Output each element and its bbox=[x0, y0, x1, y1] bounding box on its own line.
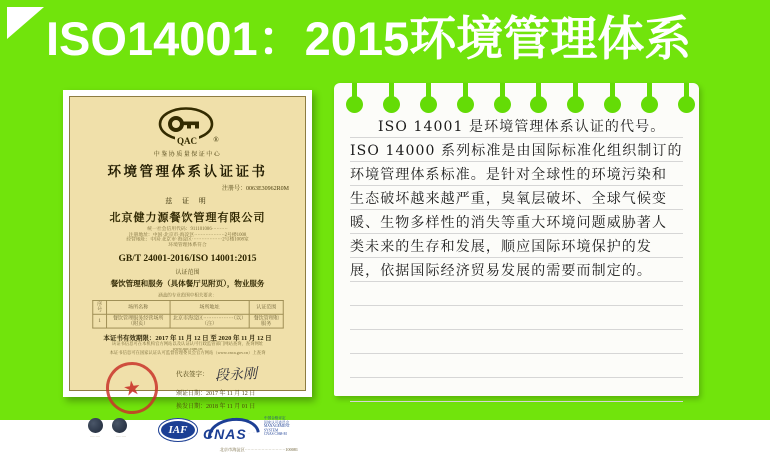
cert-scope-label: 认证范围 bbox=[175, 270, 200, 276]
cnas-logo-text: CNAS bbox=[203, 425, 247, 442]
cert-company-name: 北京健力源餐饮管理有限公司 bbox=[109, 212, 266, 224]
cert-reissue-date: 换发日期：2018 年 11 月 01 日 bbox=[176, 403, 256, 410]
cert-sites-table bbox=[92, 300, 283, 329]
cert-registration-number: 注册号：0063E30962R0M bbox=[221, 186, 289, 192]
text-line: 国家认可委员会 bbox=[264, 420, 290, 425]
table-header-cell: 场所名称 bbox=[106, 300, 169, 314]
pin-ball bbox=[641, 96, 658, 113]
text-line: 中国合格评定 bbox=[264, 416, 286, 421]
note-empty-line bbox=[350, 354, 683, 378]
table-cell: 餐饮管理服务经营场所（附页） bbox=[106, 314, 169, 328]
text-line: 统一社会信用代码：911101086·········· bbox=[147, 227, 228, 232]
cert-bottom-note: 北京市海淀区·····························100081 bbox=[219, 447, 298, 452]
cert-issue-date: 颁证日期：2017 年 11 月 12 日 bbox=[176, 390, 256, 397]
table-header-cell: 序号 bbox=[92, 300, 106, 314]
pin-ball bbox=[678, 96, 695, 113]
cnas-caption-text bbox=[264, 417, 293, 437]
note-empty-line bbox=[350, 378, 683, 402]
red-seal-stamp-icon bbox=[103, 358, 162, 417]
note-empty-line bbox=[350, 282, 683, 306]
text-line: MANAGEMENT SYSTEM bbox=[264, 424, 290, 432]
note-text-line: 暖、生物多样性的消失等重大环境问题威胁著人 bbox=[350, 210, 683, 234]
cert-table-note: 涵盖的专业范围中相关要求： bbox=[158, 293, 217, 298]
cert-sign-block bbox=[176, 364, 257, 410]
cert-certify-word: 兹 证 明 bbox=[165, 197, 210, 205]
emblem-caption: ········· bbox=[89, 435, 101, 439]
notepad-panel bbox=[334, 83, 699, 396]
pin-ball bbox=[457, 96, 474, 113]
text-line: 注册地址：中国·北京市·海淀区···················2号楼1008 bbox=[128, 232, 247, 237]
binder-pins-row bbox=[346, 83, 695, 114]
binder-pin-icon bbox=[420, 83, 437, 114]
note-text-line: 生态破坏越来越严重，臭氧层破坏、全球气候变 bbox=[350, 186, 683, 210]
certificate-panel bbox=[63, 90, 312, 452]
seal-star-icon: ★ bbox=[121, 375, 143, 401]
cert-signature-handwriting: 段永刚 bbox=[214, 365, 257, 384]
binder-pin-icon bbox=[383, 83, 400, 114]
cert-validity-period: 本证书有效期限：2017 年 11 月 12 日 至 2020 年 11 月 12 日 bbox=[103, 335, 272, 342]
binder-pin-icon bbox=[567, 83, 584, 114]
table-header-cell: 认证范围 bbox=[249, 300, 283, 314]
qac-key-logo-icon bbox=[70, 106, 305, 148]
cnas-logo-icon bbox=[203, 419, 261, 443]
note-text-line: ISO 14001 是环境管理体系认证的代号。 bbox=[350, 114, 683, 138]
note-empty-line bbox=[350, 306, 683, 330]
table-cell: 1 bbox=[92, 314, 106, 328]
note-text-line: 展，依据国际经济贸易发展的需要而制定的。 bbox=[350, 258, 683, 282]
emblem-caption: ········· bbox=[115, 435, 127, 439]
accreditation-emblem-icon bbox=[112, 418, 127, 433]
certificate-paper bbox=[69, 96, 306, 452]
text-line: 环境管理体系符合 bbox=[168, 242, 207, 248]
binder-pin-icon bbox=[604, 83, 621, 114]
page-title: ISO14001：2015环境管理体系 bbox=[46, 12, 692, 65]
pin-ball bbox=[346, 96, 363, 113]
binder-pin-icon bbox=[494, 83, 511, 114]
title-bar bbox=[0, 0, 770, 80]
note-text-line: 环境管理体系标准。是针对全球性的环境污染和 bbox=[350, 162, 683, 186]
binder-pin-icon bbox=[678, 83, 695, 114]
notepad-ruled-area bbox=[350, 114, 683, 402]
qac-logo-text: QAC bbox=[176, 136, 197, 146]
cert-scope-text: 餐饮管理和服务（具体餐厅见附页），物业服务 bbox=[110, 279, 265, 288]
cert-micro-lines bbox=[103, 342, 272, 356]
pin-ball bbox=[530, 96, 547, 113]
pin-ball bbox=[383, 96, 400, 113]
table-cell: 北京市海淀区··················（以）（注） bbox=[169, 314, 248, 328]
pin-ball bbox=[420, 96, 437, 113]
pin-ball bbox=[494, 96, 511, 113]
binder-pin-icon bbox=[457, 83, 474, 114]
text-line: 本证书信息可在国家认证认可监督管理委员会官方网站（www.cnca.gov.cn）上查询 bbox=[109, 351, 266, 356]
pin-ball bbox=[604, 96, 621, 113]
iaf-logo-icon: IAF bbox=[158, 418, 198, 442]
text-line: CNAS C068-M bbox=[264, 432, 287, 436]
registered-mark: ® bbox=[212, 136, 219, 144]
cert-org-name: 中鉴协质量保证中心 bbox=[153, 152, 222, 158]
note-empty-line bbox=[350, 330, 683, 354]
cert-title: 环境管理体系认证证书 bbox=[107, 164, 268, 179]
binder-pin-icon bbox=[346, 83, 363, 114]
table-header-cell: 场所地址 bbox=[169, 300, 248, 314]
note-text-line: 类未来的生存和发展，顺应国际环境保护的发 bbox=[350, 234, 683, 258]
table-cell: 餐饮管理和服务 bbox=[249, 314, 283, 328]
cert-logos-row bbox=[70, 416, 305, 446]
cert-standard-number: GB/T 24001-2016/ISO 14001:2015 bbox=[118, 254, 257, 264]
arrow-right-icon bbox=[7, 7, 44, 39]
cert-signature-row bbox=[70, 362, 305, 414]
binder-pin-icon bbox=[530, 83, 547, 114]
pin-ball bbox=[567, 96, 584, 113]
cert-sign-label: 代表签字： bbox=[176, 371, 209, 378]
accreditation-emblem-icon bbox=[88, 418, 103, 433]
text-line: 该证书信息可在本机构官方网站以及认证认可行政监管部门网站查询，查询网址 www.qac.com.cn bbox=[111, 342, 264, 351]
text-line: 经营地址：中国·北京市·海淀区···················2号楼1008室 bbox=[126, 237, 249, 243]
binder-pin-icon bbox=[641, 83, 658, 114]
cert-fine-print bbox=[94, 227, 282, 248]
note-text-line: ISO 14000 系列标准是由国际标准化组织制订的 bbox=[350, 138, 683, 162]
